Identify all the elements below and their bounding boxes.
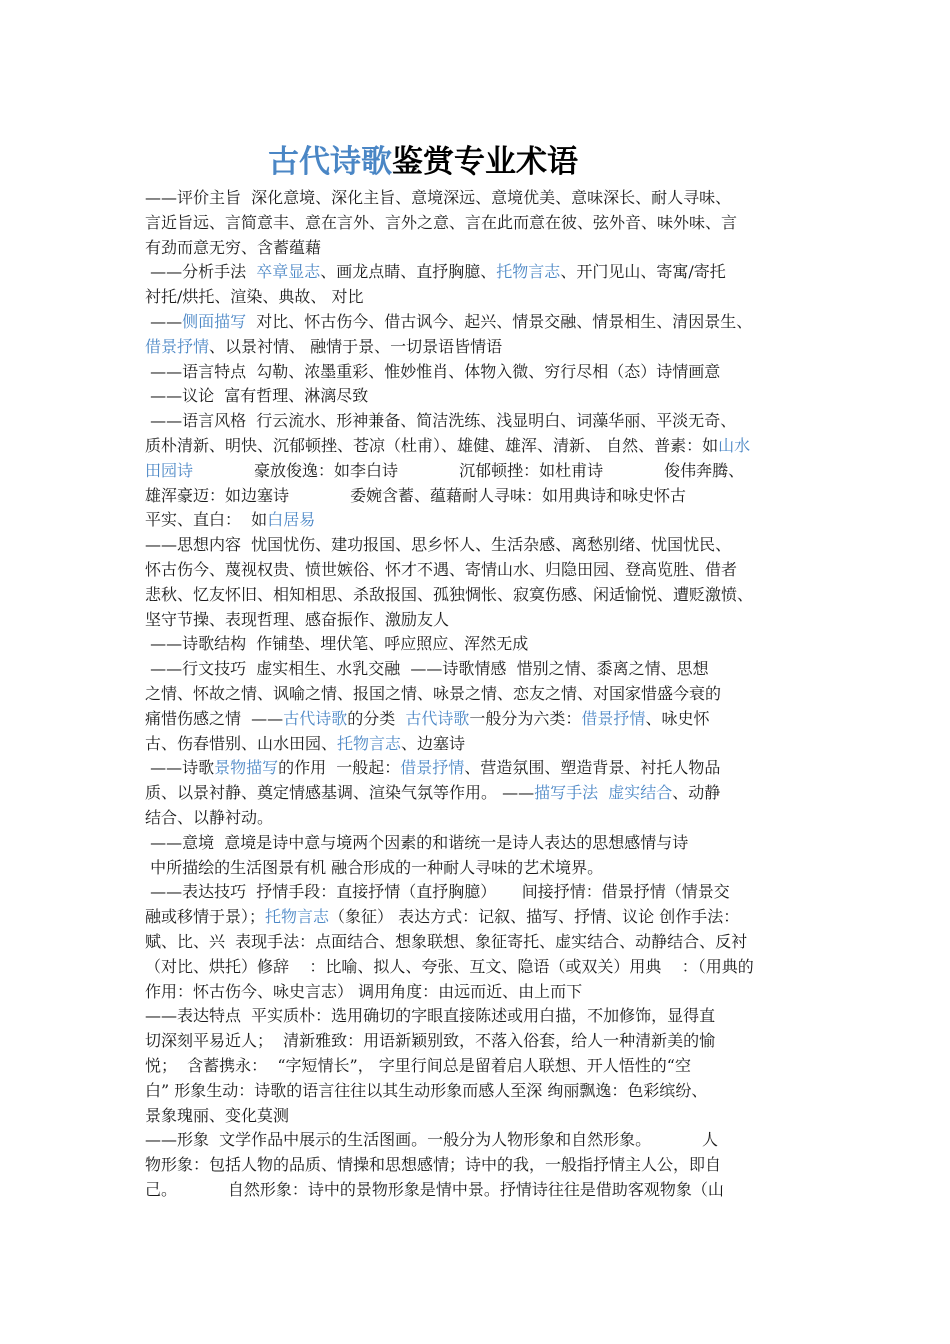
text-run: 、画龙点睛、直抒胸臆、: [320, 262, 497, 282]
term-link[interactable]: 描写手法: [534, 783, 599, 803]
text-run: 融或移情于景）；: [145, 907, 266, 927]
text-run: ——表达特点 平实质朴：选用确切的字眼直接陈述或用白描，不加修饰，显得直: [145, 1006, 716, 1026]
text-line: [145, 1105, 289, 1127]
text-run: 质、以景衬静、奠定情感基调、渲染气氛等作用。 ——: [145, 783, 535, 803]
text-run: 之情、怀故之情、讽喻之情、报国之情、咏景之情、恋友之情、对国家惜盛今衰的: [145, 684, 722, 703]
text-line: [145, 485, 686, 507]
term-link[interactable]: 托物言志: [337, 733, 402, 753]
text-line: [145, 981, 582, 1003]
text-line: [145, 1179, 724, 1201]
text-run: 、以景衬情、 融情于景、一切景语皆情语: [209, 336, 503, 356]
term-link[interactable]: 借景抒情: [145, 336, 210, 356]
text-run: ——思想内容 忧国忧伤、建功报国、思乡怀人、生活杂感、离愁别绪、忧国忧民、: [145, 535, 732, 555]
text-run: ——语言风格 行云流水、形神兼备、简洁洗练、浅显明白、词藻华丽、平淡无奇、: [145, 411, 737, 431]
text-line: [145, 311, 752, 333]
text-run: ——: [145, 312, 183, 331]
text-run: ——表达技巧 抒情手段：直接抒情（直抒胸臆） 间接抒情：借景抒情（情景交: [145, 882, 730, 902]
text-run: ——诗歌: [145, 758, 215, 778]
term-link[interactable]: 托物言志: [496, 262, 561, 282]
text-line: [145, 807, 273, 829]
text-line: [145, 187, 731, 209]
text-line: [145, 361, 720, 383]
text-run: ——语言特点 勾勒、浓墨重彩、惟妙惟肖、体物入微、穷行尽相（态）诗情画意: [145, 361, 721, 381]
text-line: [145, 410, 736, 432]
text-line: [145, 534, 731, 556]
text-line: [145, 336, 502, 358]
text-line: [145, 584, 753, 606]
text-run: 的分类: [347, 708, 406, 728]
text-line: [145, 237, 321, 259]
text-run: ——意境 意境是诗中意与境两个因素的和谐统一是诗人表达的思想感情与诗: [145, 832, 689, 852]
term-link[interactable]: 侧面描写: [182, 312, 247, 331]
text-run: 悲秋、忆友怀旧、相知相思、杀敌报国、孤独惆怅、寂寞伤感、闲适愉悦、遭贬激愤、: [145, 584, 754, 604]
text-line: [145, 460, 744, 482]
term-link[interactable]: 托物言志: [265, 907, 330, 927]
text-line: [145, 881, 730, 903]
text-run: 对比、怀古伤今、借古讽今、起兴、情景交融、情景相生、清因景生、: [246, 312, 753, 331]
text-run: 平实、直白： 如: [145, 510, 268, 530]
text-run: 怀古伤今、蔑视权贵、愤世嫉俗、怀才不遇、寄情山水、归隐田园、登高览胜、借者: [145, 560, 738, 579]
text-line: [145, 435, 750, 457]
term-link[interactable]: 古代诗歌: [405, 708, 470, 728]
text-run: 言近旨远、言简意丰、意在言外、言外之意、言在此而意在彼、弦外音、味外味、言: [145, 212, 738, 232]
text-line: [145, 633, 528, 655]
text-line: [145, 261, 726, 283]
text-line: [145, 1154, 721, 1176]
text-line: [145, 212, 737, 234]
text-run: 景象瑰丽、变化莫测: [145, 1105, 290, 1125]
term-link[interactable]: 借景抒情: [581, 708, 646, 728]
text-run: （象征） 表达方式：记叙、描写、抒情、议论 创作手法：: [329, 907, 740, 927]
text-line: [145, 1055, 691, 1077]
text-line: [145, 1030, 715, 1052]
text-run: 、营造氛围、塑造背景、衬托人物品: [464, 758, 721, 778]
text-run: 质朴清新、明快、沉郁顿挫、苍凉（杜甫）、雄健、雄浑、清新、 自然、普素：如: [145, 436, 719, 455]
text-run: 雄浑豪迈：如边塞诗 委婉含蓄、蕴藉耐人寻味：如用典诗和咏史怀古: [145, 485, 687, 505]
text-run: 衬托/烘托、渲染、典故、 对比: [145, 287, 364, 307]
text-line: [145, 906, 739, 928]
text-run: [598, 783, 608, 802]
term-link[interactable]: 山水: [718, 436, 751, 455]
text-run: ——形象 文学作品中展示的生活图画。一般分为人物形象和自然形象。 人: [145, 1130, 719, 1150]
title-highlight: 古代诗歌: [268, 144, 392, 180]
text-line: [145, 658, 709, 680]
text-line: [145, 559, 737, 581]
text-run: 古、伤春惜别、山水田园、: [145, 733, 338, 753]
term-link[interactable]: 田园诗: [145, 460, 194, 480]
text-run: ——分析手法: [145, 262, 257, 282]
text-line: [145, 832, 688, 854]
text-line: [145, 1129, 718, 1151]
text-run: 、开门见山、寄寓/寄托: [560, 262, 726, 282]
text-run: ——评价主旨 深化意境、深化主旨、意境深远、意境优美、意味深长、耐人寻味、: [145, 188, 732, 207]
term-link[interactable]: 借景抒情: [400, 758, 465, 778]
term-link[interactable]: 古代诗歌: [283, 708, 348, 728]
text-line: [145, 286, 363, 308]
text-run: 一般分为六类：: [469, 708, 582, 728]
text-run: 豪放俊逸：如李白诗 沉郁顿挫：如杜甫诗 俊伟奔腾、: [193, 460, 745, 480]
text-line: [145, 609, 449, 631]
text-line: [145, 1005, 715, 1027]
text-run: 赋、比、兴 表现手法：点面结合、想象联想、象征寄托、虚实结合、动静结合、反衬: [145, 932, 748, 951]
text-run: 中所描绘的生活图景有机 融合形成的一种耐人寻味的艺术境界。: [145, 857, 604, 877]
term-link[interactable]: 白居易: [267, 510, 316, 530]
text-run: 的作用 一般起：: [278, 758, 401, 778]
text-run: 、动静: [672, 783, 721, 803]
page-title: [268, 140, 578, 184]
term-link[interactable]: 景物描写: [214, 758, 279, 778]
text-line: [145, 509, 315, 531]
text-run: （对比、烘托）修辞 ：比喻、拟人、夸张、互文、隐语（或双关）用典 ：（用典的: [145, 956, 754, 976]
text-line: [145, 857, 603, 879]
text-run: ——行文技巧 虚实相生、水乳交融 ——诗歌情感 惜别之情、黍离之情、思想: [145, 659, 709, 679]
text-line: [145, 782, 720, 804]
text-line: [145, 683, 721, 705]
text-run: ——诗歌结构 作铺垫、埋伏笔、呼应照应、浑然无成: [145, 634, 529, 654]
text-line: [145, 956, 754, 978]
text-run: 结合、以静衬动。: [145, 808, 274, 827]
text-line: [145, 708, 709, 730]
text-run: 有劲而意无穷、含蓄蕴藉: [145, 237, 322, 257]
text-run: 物形象：包括人物的品质、情操和思想感情；诗中的我，一般指抒情主人公，即自: [145, 1155, 722, 1175]
text-run: 切深刻平易近人； 清新雅致：用语新颖别致，不落入俗套，给人一种清新美的愉: [145, 1031, 716, 1051]
text-run: 坚守节操、表现哲理、感奋振作、激励友人: [145, 609, 450, 629]
text-line: [145, 931, 747, 953]
term-link[interactable]: 虚实结合: [608, 783, 673, 803]
text-line: [145, 385, 368, 407]
text-run: ——议论 富有哲理、淋漓尽致: [145, 386, 369, 406]
text-run: 、咏史怀: [645, 708, 710, 728]
text-run: 白” 形象生动：诗歌的语言往往以其生动形象而感人至深 绚丽飘逸：色彩缤纷、: [145, 1080, 708, 1100]
text-run: 、边塞诗: [401, 733, 466, 753]
text-run: 己。 自然形象：诗中的景物形象是情中景。抒情诗往往是借助客观物象（山: [145, 1180, 724, 1199]
text-line: [145, 757, 720, 779]
text-line: [145, 1080, 707, 1102]
text-line: [145, 733, 465, 755]
title-rest: 鉴赏专业术语: [392, 144, 578, 180]
text-run: 悦； 含蓄携永： “字短情长”， 字里行间总是留着启人联想、开人悟性的“空: [145, 1056, 691, 1075]
text-run: 作用：怀古伤今、咏史言志） 调用角度：由远而近、由上而下: [145, 981, 583, 1001]
text-run: 痛惜伤感之情 ——: [145, 708, 284, 728]
term-link[interactable]: 卒章显志: [256, 262, 321, 282]
